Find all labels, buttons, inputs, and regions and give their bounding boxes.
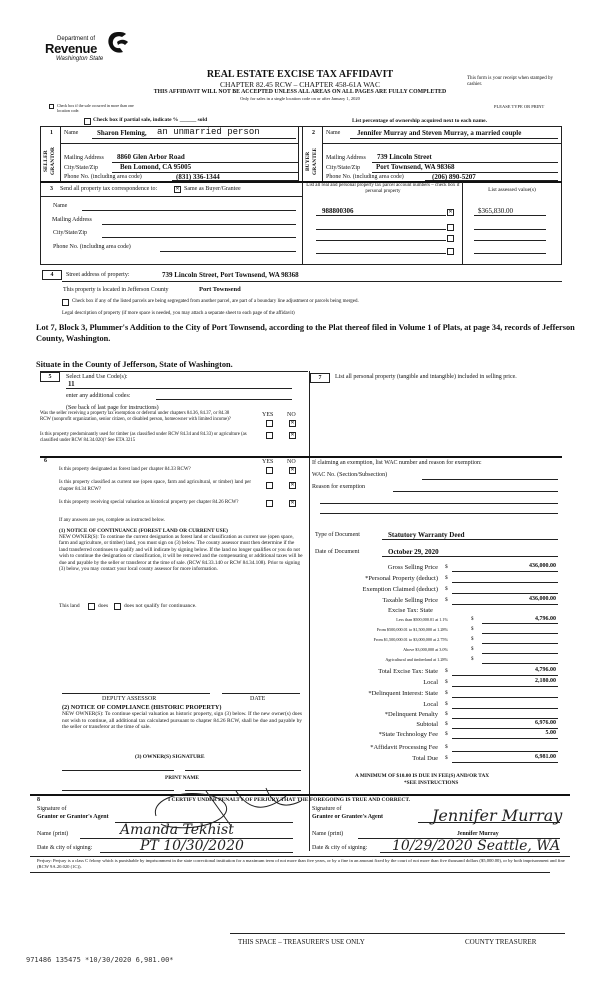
if-yes-note: If any answers are yes, complete as instructed below. <box>59 518 166 523</box>
subtotal-value[interactable]: 6,976.00 <box>535 720 556 726</box>
section5-q1-yes-checkbox[interactable] <box>266 420 273 427</box>
does-not-qualify-checkbox[interactable] <box>114 603 121 610</box>
buyer-side-label: BUYER GRANTEE <box>305 147 318 175</box>
delinquent-interest-local-label: Local <box>423 701 438 708</box>
total-excise-local-value[interactable]: 2,180.00 <box>535 678 556 684</box>
tax-tier-currency: $ <box>471 647 474 652</box>
total-excise-state-label: Total Excise Tax: State <box>378 668 438 675</box>
certify-statement: I CERTIFY UNDER PENALTY OF PERJURY THAT THE FOREGOING IS TRUE AND CORRECT. <box>168 797 411 803</box>
delinquent-interest-state-label: *Delinquent Interest: State <box>368 690 438 697</box>
personal-property-list-label: List all personal property (tangible and intangible) included in selling price. <box>335 374 517 380</box>
section5-yes-header: YES <box>262 412 274 418</box>
section5-q1: Was the seller receiving a property tax exemption or deferral under chapters 84.36, 84.37, or 84.38 RCW (nonprofit organization, senior citizen, or disabled person, homeowner with limited income)? <box>40 411 231 422</box>
buyer-section-number: 2 <box>312 130 315 136</box>
section6-q2: Is this property classified as current use (open space, farm and agricultural, or timber) land per chapter 84.34 RCW? <box>59 480 251 492</box>
gross-selling-price-label: Gross Selling Price <box>387 564 438 571</box>
gross-selling-price-value[interactable]: 436,000.00 <box>529 563 556 569</box>
seller-name-label: Name <box>64 130 79 136</box>
excise-tax-state-heading: Excise Tax: State <box>388 607 433 614</box>
buyer-phone-label: Phone No. (including area code) <box>326 174 404 180</box>
section6-q1: Is this property designated as forest land per chapter 84.33 RCW? <box>59 467 191 472</box>
legal-description[interactable]: Lot 7, Block 3, Plummer's Addition to the City of Port Townsend, according to the Plat thereof filed in Volume 1 of Plats, at page 34, records of Jefferson County, Washington. <box>36 323 575 343</box>
seller-mailing[interactable]: 8860 Glen Arbor Road <box>117 153 185 161</box>
doc-type-label: Type of Document <box>315 532 360 538</box>
buyer-name[interactable]: Jennifer Murray and Steven Murray, a married couple <box>357 129 522 137</box>
seller-side-label: SELLER GRANTOR <box>43 147 56 176</box>
property-street[interactable]: 739 Lincoln Street, Port Townsend, WA 98368 <box>162 271 299 279</box>
section6-q1-yes-checkbox[interactable] <box>266 467 273 474</box>
form-note: Only for sales in a single location code on or after January 1, 2020 <box>240 96 360 101</box>
partial-sale-label: Check box if partial sale, indicate % ______ sold <box>93 117 208 123</box>
parcel-assessed-value[interactable]: $365,830.00 <box>478 207 513 215</box>
section6-number: 6 <box>44 458 47 464</box>
section5-q2-yes-checkbox[interactable] <box>266 432 273 439</box>
tax-tier-label: Above $3,000,000 at 3.0% <box>403 647 448 652</box>
grantee-date[interactable]: 10/29/2020 Seattle, WA <box>392 838 561 854</box>
buyer-name-label: Name <box>326 130 341 136</box>
multi-location-label: Check box if the sale occurred in more than one location code. <box>57 103 134 113</box>
section5-no-header: NO <box>287 412 296 418</box>
delinquent-interest-local-currency: $ <box>445 701 448 707</box>
tax-tier-label: From $1,500,000.01 to $3,000,000 at 2.75% <box>373 637 448 642</box>
seller-city[interactable]: Ben Lomond, CA 95005 <box>120 163 192 171</box>
exemption-claimed-label: Exemption Claimed (deduct) <box>362 586 438 593</box>
personal-property-checkbox[interactable] <box>447 235 454 242</box>
state-technology-fee-currency: $ <box>445 731 448 737</box>
grantee-sig-label2: Grantee or Grantee's Agent <box>312 814 384 820</box>
gross-selling-price-currency: $ <box>445 564 448 570</box>
doc-date[interactable]: October 29, 2020 <box>388 548 439 556</box>
section6-q3-yes-checkbox[interactable] <box>266 500 273 507</box>
section5-number: 5 <box>40 372 60 382</box>
personal-property-deduct-currency: $ <box>445 575 448 581</box>
parcels-header-right: List assessed value(s) <box>488 187 536 193</box>
state-technology-fee-label: *State Technology Fee <box>378 731 438 738</box>
assessor-date-label: DATE <box>250 696 266 702</box>
grantor-sig-label1: Signature of <box>37 806 67 812</box>
section6-yes-header: YES <box>262 459 274 465</box>
doc-type[interactable]: Statutory Warranty Deed <box>388 531 465 539</box>
subtotal-currency: $ <box>445 721 448 727</box>
receipt-note: This form is your receipt when stamped by cashier. <box>467 76 553 87</box>
section5-q1-no-checkbox[interactable] <box>289 420 296 427</box>
total-due-value[interactable]: 6,981.00 <box>535 754 556 760</box>
tax-tier-currency: $ <box>471 657 474 662</box>
correspondence-city-label: City/State/Zip <box>53 230 87 236</box>
section5-q2-no-checkbox[interactable] <box>289 432 296 439</box>
correspondence-label: Send all property tax correspondence to: <box>60 186 158 192</box>
correspondence-name-label: Name <box>53 203 68 209</box>
subtotal-label: Subtotal <box>416 721 438 728</box>
dor-swoosh-icon <box>105 30 131 56</box>
delinquent-penalty-currency: $ <box>445 711 448 717</box>
partial-sale-checkbox[interactable] <box>84 118 91 125</box>
land-use-code[interactable]: 11 <box>68 380 75 388</box>
correspondence-phone-label: Phone No. (including area code) <box>53 244 131 250</box>
seller-section-number: 1 <box>50 130 53 136</box>
tax-tier-value[interactable]: 4,796.00 <box>535 616 556 622</box>
personal-property-checkbox[interactable] <box>447 209 454 216</box>
land-use-label: Select Land Use Code(s): <box>66 374 128 380</box>
seller-phone-label: Phone No. (including area code) <box>64 174 142 180</box>
treasurer-use-label: THIS SPACE – TREASURER'S USE ONLY <box>238 938 365 946</box>
section6-q2-no-checkbox[interactable] <box>289 482 296 489</box>
section6-q2-yes-checkbox[interactable] <box>266 482 273 489</box>
grantee-name-label: Name (print) <box>312 831 344 837</box>
county-treasurer-label: COUNTY TREASURER <box>465 938 537 946</box>
taxable-selling-price-label: Taxable Selling Price <box>382 597 438 604</box>
section6-q1-no-checkbox[interactable] <box>289 467 296 474</box>
buyer-mailing-label: Mailing Address <box>326 155 366 161</box>
section5-q2: Is this property predominantly used for timber (as classified under RCW 84.34 and 84.33) or agriculture (as classified under RCW 84.34.020)? See ETA 3215 <box>40 432 247 443</box>
grantor-sig-label2: Grantor or Grantor's Agent <box>37 814 109 820</box>
certification-section-number: 8 <box>37 797 40 803</box>
section6-no-header: NO <box>287 459 296 465</box>
property-section-number: 4 <box>42 270 62 280</box>
owner-signature-label: (3) OWNER(S) SIGNATURE <box>135 754 205 760</box>
print-name-label: PRINT NAME <box>165 775 199 781</box>
property-street-label: Street address of property: <box>66 272 130 278</box>
notice2-body: NEW OWNER(S): To continue special valuation as historic property, sign (3) below. If the new owner(s) does not wish to continue, all additional tax calculated pursuant to chapter 84.26 RCW, shall be due and payable by the seller or transferor at the time of sale. <box>62 711 302 731</box>
total-excise-state-currency: $ <box>445 668 448 674</box>
total-due-currency: $ <box>445 755 448 761</box>
tax-tier-currency: $ <box>471 617 474 622</box>
cashier-stamp: 971486 135475 *10/30/2020 6,981.00* <box>26 956 174 964</box>
grantee-sig-label1: Signature of <box>312 806 342 812</box>
situate-text[interactable]: Situate in the County of Jefferson, State of Washington. <box>36 360 233 369</box>
delinquent-interest-state-currency: $ <box>445 690 448 696</box>
section6-q3-no-checkbox[interactable] <box>289 500 296 507</box>
same-as-buyer-label: Same as Buyer/Grantee <box>184 186 241 192</box>
tax-tier-currency: $ <box>471 627 474 632</box>
dor-dept-line1: Department of <box>57 36 96 42</box>
parcel-row <box>316 233 556 245</box>
correspondence-mailing-label: Mailing Address <box>52 217 92 223</box>
see-instructions: *SEE INSTRUCTIONS <box>404 780 459 786</box>
minimum-note: A MINIMUM OF $10.00 IS DUE IN FEE(S) AND/OR TAX <box>355 773 490 779</box>
grantee-name[interactable]: Jennifer Murray <box>457 831 499 837</box>
personal-property-checkbox[interactable] <box>447 224 454 231</box>
multi-location-checkbox[interactable] <box>49 104 54 109</box>
total-excise-local-label: Local <box>423 679 438 686</box>
correspondence-section-number: 3 <box>50 186 53 192</box>
state-technology-fee-value[interactable]: 5.00 <box>545 730 556 736</box>
seller-city-label: City/State/Zip <box>64 165 98 171</box>
tax-tier-label: Less than $500,000.01 at 1.1% <box>396 617 448 622</box>
tax-tier-label: Agricultural and timberland at 1.28% <box>385 657 448 662</box>
buyer-phone[interactable]: (206) 890-5207 <box>432 173 476 181</box>
this-land-label: This land <box>59 603 80 609</box>
buyer-city[interactable]: Port Townsend, WA 98368 <box>376 163 455 171</box>
dor-dept-line3: Washington State <box>56 56 104 62</box>
deputy-assessor-label: DEPUTY ASSESSOR <box>102 696 157 702</box>
does-not-label: does not qualify for continuance. <box>124 603 197 609</box>
wac-label: WAC No. (Section/Subsection) <box>312 472 388 478</box>
notice1-body: NEW OWNER(S): To continue the current designation as forest land or classification as current use (open space, farm and agriculture, or timber) land, you must sign on (3) below. The county assessor must then determine if the land transferred continues to qualify and will indicate by signing below. If the land no longer qualifies or you do not wish to continue the designation or classification, it will be removed and the compensating or additional taxes will be due and payable by the seller or transferor at the time of sale. (RCW 84.33.140 or RCW 84.34.108). Prior to signing (3) below, you may contact your local county assessor for more information. <box>59 534 303 573</box>
grantor-date-label: Date & city of signing: <box>37 845 93 851</box>
perjury-note: Perjury: Perjury is a class C felony which is punishable by imprisonment in the state correctional institution for a maximum term of not more than five years, or by a fine in an amount fixed by the court of not more than five thousand dollars ($5,000.00), or by both imprisonment and fine (RCW 9A.20.020 (1C)). <box>37 858 565 869</box>
does-qualify-checkbox[interactable] <box>88 603 95 610</box>
buyer-city-label: City/State/Zip <box>326 165 360 171</box>
parcel-row <box>316 246 556 258</box>
seller-mailing-label: Mailing Address <box>64 155 104 161</box>
tax-tier-label: From $500,000.01 to $1,500,000 at 1.28% <box>376 627 448 632</box>
exemption-label: If claiming an exemption, list WAC number and reason for exemption: <box>312 460 482 466</box>
doc-date-label: Date of Document <box>315 549 360 555</box>
affidavit-processing-fee-currency: $ <box>445 744 448 750</box>
property-county-label: This property is located in Jefferson County <box>63 287 169 293</box>
section6-q3: Is this property receiving special valuation as historical property per chapter 84.26 RCW? <box>59 500 239 505</box>
dor-dept-line2: Revenue <box>45 41 98 56</box>
segregated-label: Check box if any of the listed parcels are being segregated from another parcel, are part of a boundary line adjustment or parcels being merged. <box>72 299 359 304</box>
reason-label: Reason for exemption <box>312 484 365 490</box>
form-subtitle: CHAPTER 82.45 RCW – CHAPTER 458-61A WAC <box>220 80 380 89</box>
personal-property-checkbox[interactable] <box>447 248 454 255</box>
property-county-value[interactable]: Port Townsend <box>199 286 241 293</box>
grantor-date[interactable]: PT 10/30/2020 <box>140 838 244 854</box>
personal-property-deduct-label: *Personal Property (deduct) <box>365 575 438 582</box>
seller-phone[interactable]: (831) 336-1344 <box>176 173 220 181</box>
buyer-mailing[interactable]: 739 Lincoln Street <box>377 153 432 161</box>
seller-name-typed[interactable]: an unmarried person <box>157 127 260 137</box>
instructions-note: (See back of last page for instructions) <box>66 405 159 411</box>
tax-tier-currency: $ <box>471 637 474 642</box>
section7-number: 7 <box>310 373 330 383</box>
notice2-title: (2) NOTICE OF COMPLIANCE (HISTORIC PROPERTY) <box>62 704 222 711</box>
segregated-checkbox[interactable] <box>62 299 69 306</box>
parcel-number[interactable]: 988800306 <box>322 207 354 215</box>
form-warning: THIS AFFIDAVIT WILL NOT BE ACCEPTED UNLESS ALL AREAS ON ALL PAGES ARE FULLY COMPLETED <box>153 89 447 95</box>
grantor-name-label: Name (print) <box>37 831 69 837</box>
additional-codes-label: enter any additional codes: <box>66 393 131 399</box>
legal-description-label: Legal description of property (if more space is needed, you may attach a separate sheet to each page of the affidavit) <box>62 311 295 316</box>
taxable-selling-price-currency: $ <box>445 597 448 603</box>
grantee-date-label: Date & city of signing: <box>312 845 368 851</box>
parcel-row <box>316 207 556 219</box>
same-as-buyer-checkbox[interactable] <box>174 186 181 193</box>
grantee-signature[interactable]: Jennifer Murray <box>432 806 563 825</box>
grantor-name[interactable]: Amanda Tekhist <box>120 822 234 838</box>
exemption-claimed-currency: $ <box>445 586 448 592</box>
dor-logo <box>45 28 135 66</box>
delinquent-penalty-label: *Delinquent Penalty <box>384 711 438 718</box>
notice1-title: (1) NOTICE OF CONTINUANCE (FOREST LAND OR CURRENT USE) <box>59 528 228 534</box>
total-excise-state-value[interactable]: 4,796.00 <box>535 667 556 673</box>
affidavit-processing-fee-label: *Affidavit Processing Fee <box>370 744 438 751</box>
total-due-label: Total Due <box>412 755 438 762</box>
total-excise-local-currency: $ <box>445 679 448 685</box>
ownership-note: List percentage of ownership acquired next to each name. <box>352 118 487 124</box>
parcels-header-left: List all real and personal property tax parcel account numbers – check box if personal property <box>306 183 460 194</box>
seller-name[interactable]: Sharon Fleming, <box>97 129 147 137</box>
does-label: does <box>98 603 109 609</box>
taxable-selling-price-value[interactable]: 436,000.00 <box>529 596 556 602</box>
form-title: REAL ESTATE EXCISE TAX AFFIDAVIT <box>206 69 394 80</box>
type-or-print: PLEASE TYPE OR PRINT <box>494 104 545 109</box>
